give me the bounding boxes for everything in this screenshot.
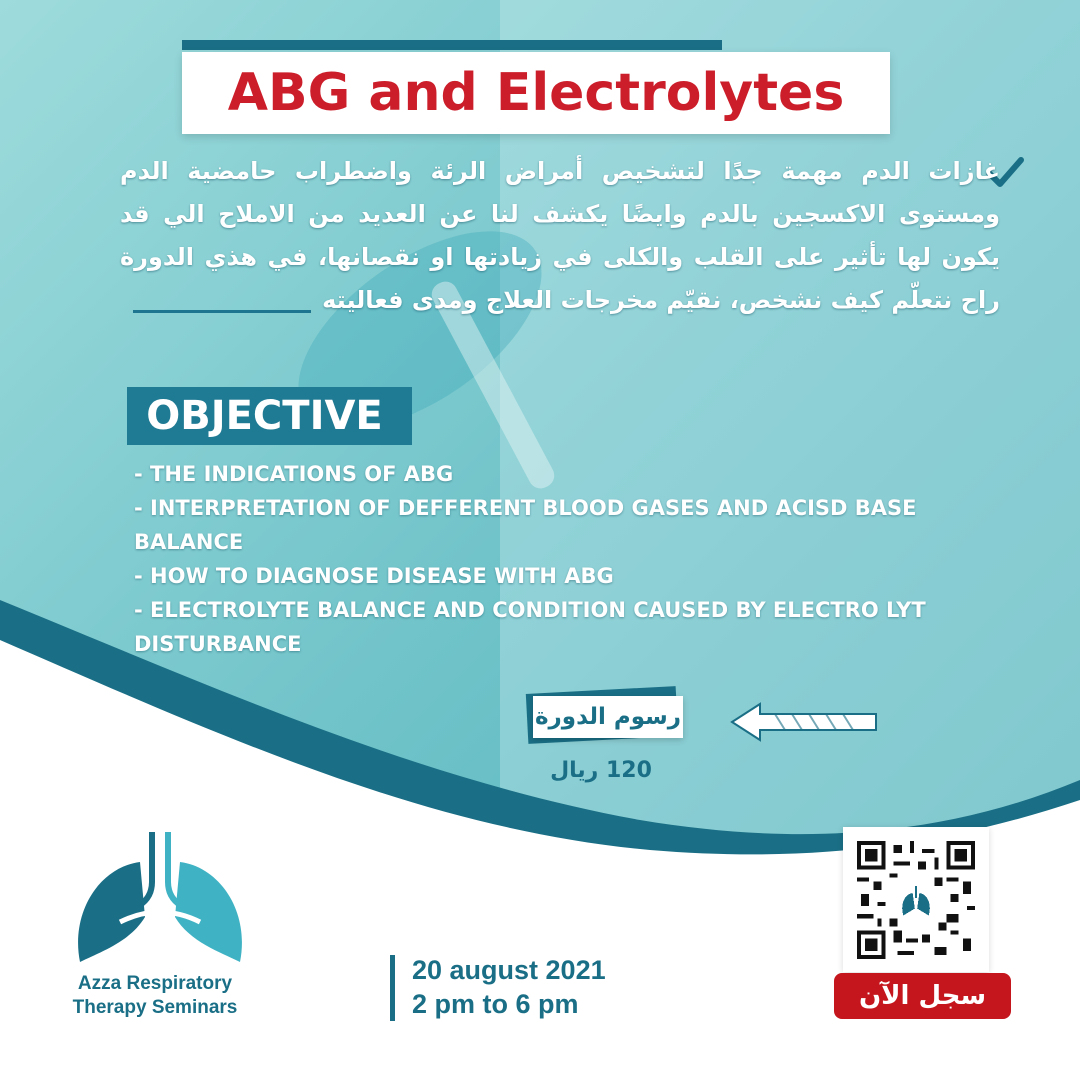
objective-item: - HOW TO DIAGNOSE DISEASE WITH ABG — [134, 564, 614, 588]
organization-line-2: Therapy Seminars — [72, 997, 238, 1018]
qr-code-icon[interactable] — [857, 841, 975, 959]
event-time: 2 pm to 6 pm — [412, 989, 579, 1019]
title-card — [182, 52, 890, 134]
fee-badge — [527, 690, 687, 742]
objective-item: - ELECTROLYTE BALANCE AND CONDITION CAUSED BY ELECTRO LYT DISTURBANCE — [134, 598, 926, 656]
fee-price: 120 ريال — [550, 758, 652, 783]
divider — [133, 310, 311, 313]
page-title: ABG and Electrolytes — [227, 63, 845, 123]
event-date: 20 august 2021 — [412, 955, 606, 985]
qr-code-card[interactable] — [843, 827, 989, 972]
lungs-logo-icon — [60, 822, 260, 972]
event-datetime — [412, 953, 606, 1021]
objective-item: - INTERPRETATION OF DEFFERENT BLOOD GASES AND ACISD BASE BALANCE — [134, 496, 917, 554]
objective-list — [134, 457, 964, 661]
objective-item: - THE INDICATIONS OF ABG — [134, 462, 454, 486]
fee-label: رسوم الدورة — [534, 704, 682, 730]
objective-heading-box — [127, 387, 412, 445]
register-now-button[interactable]: سجل الآن — [834, 973, 1011, 1019]
course-description: غازات الدم مهمة جدًا لتشخيص أمراض الرئة واضطراب حامضية الدم ومستوى الاكسجين بالدم وايضًا يكشف لنا عن العديد من الاملاح الي قد يكون لها تأثير على القلب والكلى في زيادتها او نقصانها، في هذي الدورة راح نتعلّم كيف نشخص، نقيّم مخرجات العلاج ومدى فعاليته — [120, 157, 1000, 314]
title-accent-bar — [182, 40, 722, 50]
fee-badge-card — [533, 696, 683, 738]
organization-name — [30, 972, 280, 1020]
objective-heading: OBJECTIVE — [146, 393, 383, 439]
arrow-left-icon — [730, 700, 880, 744]
organization-line-1: Azza Respiratory — [77, 973, 233, 994]
date-divider — [390, 955, 395, 1021]
